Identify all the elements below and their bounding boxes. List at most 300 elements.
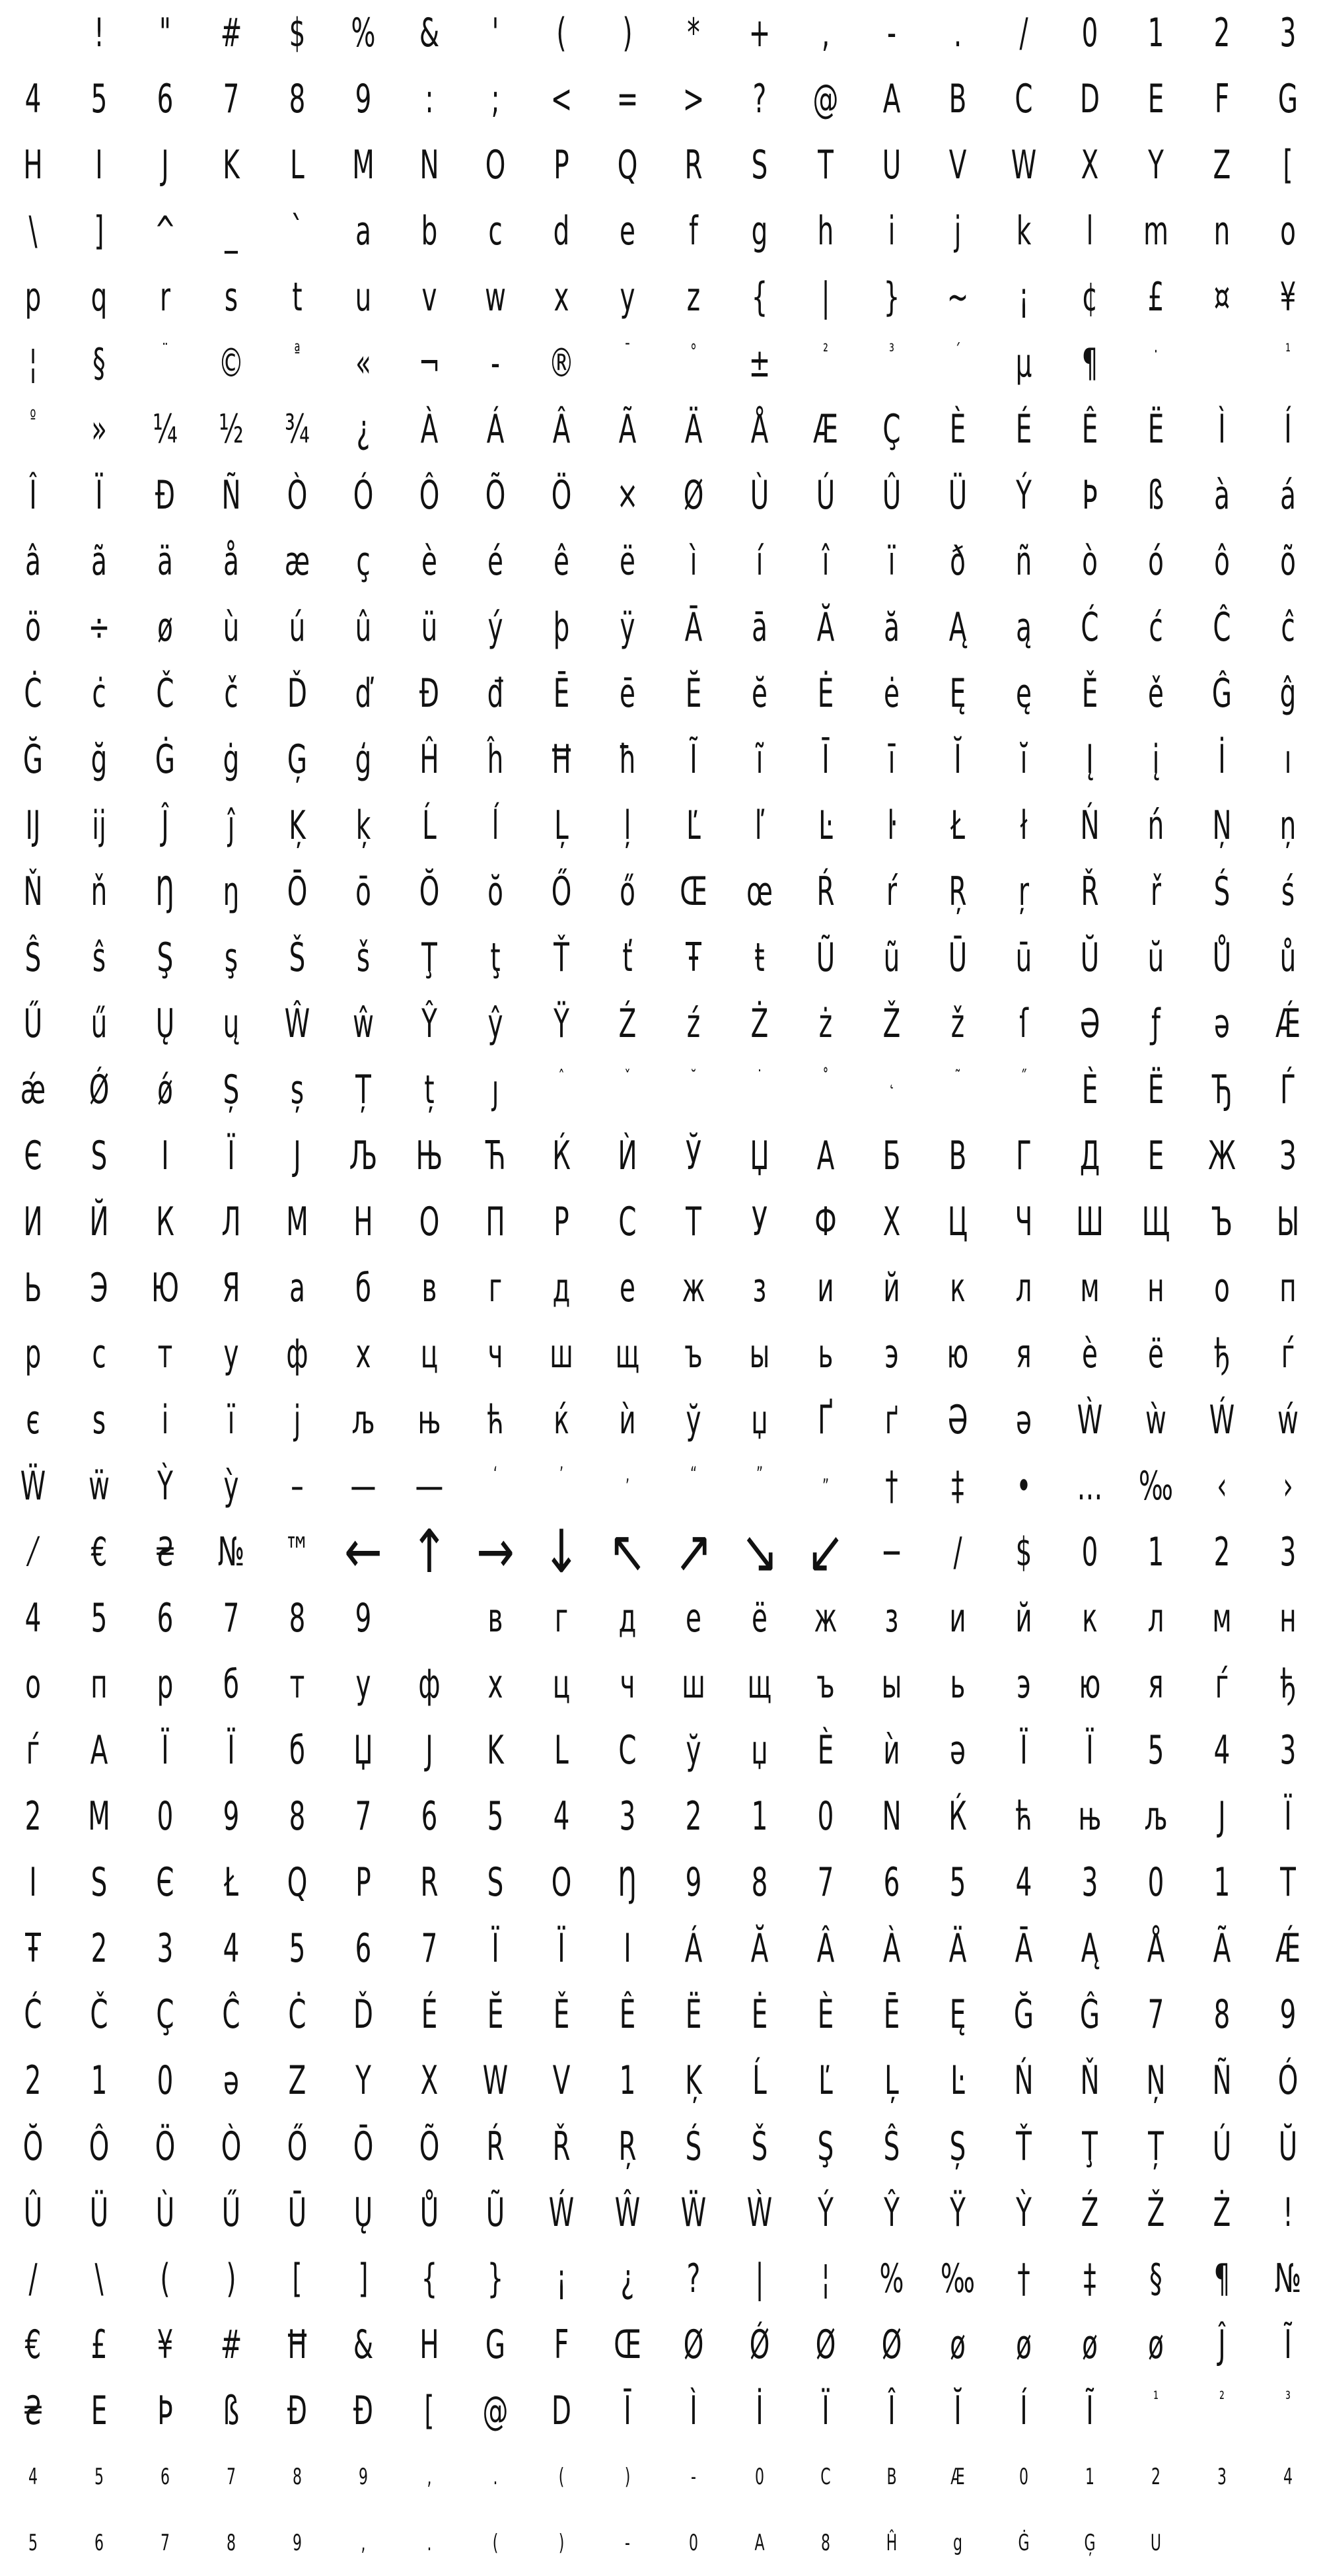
glyph-cell: Ĉ [222,1991,240,2038]
glyph-cell: 9 [223,1793,240,1840]
glyph-cell: Ð [353,2388,374,2434]
glyph-row [0,1123,1321,1189]
glyph-cell: ẃ [1277,1397,1299,1443]
glyph-cell: ¤ [1213,274,1231,320]
glyph-cell: 1 [619,2057,636,2104]
glyph-cell: L [554,1727,569,1773]
glyph-cell: S [487,1859,504,1906]
glyph-cell: 7 [223,76,240,122]
glyph-cell: ť [622,935,633,981]
glyph-cell: Ł [224,1859,238,1906]
glyph-cell: Ř [1081,869,1099,915]
glyph-cell: Ŏ [419,869,440,915]
glyph-cell: Ī [822,736,830,783]
glyph-cell: u [355,274,372,320]
glyph-cell: Q [617,142,638,188]
glyph-cell: ] [358,2256,369,2302]
glyph-cell: & [353,2322,374,2368]
glyph-cell: Ł [950,803,965,849]
glyph-cell: G [485,2322,506,2368]
glyph-cell: Ї [491,1925,499,1972]
glyph-row [0,1255,1321,1321]
glyph-cell: ↙ [806,1517,845,1587]
glyph-cell: 3 [619,1793,636,1840]
glyph-cell: , [427,2464,432,2490]
glyph-cell: ẁ [1145,1397,1166,1443]
glyph-cell: Ů [419,2190,439,2236]
glyph-cell: s [224,274,238,320]
glyph-cell: Ð [155,472,176,519]
glyph-cell: ț [424,1067,435,1113]
glyph-row [0,330,1321,396]
glyph-cell: ђ [1213,1331,1231,1377]
glyph-cell: Į [1086,736,1094,783]
glyph-cell: 0 [754,2464,765,2490]
glyph-cell: Ē [553,670,570,717]
glyph-cell: Ŵ [614,2190,641,2236]
glyph-cell: Đ [287,2388,308,2434]
glyph-cell: _ [225,208,238,254]
glyph-cell: Ñ [221,472,241,519]
glyph-cell: Ê [619,1991,636,2038]
glyph-cell: 5 [487,1793,504,1840]
glyph-cell: Ţ [1082,2124,1098,2170]
glyph-cell: ø [157,604,173,651]
glyph-cell: ø [1148,2322,1164,2368]
glyph-cell: 3 [1081,1859,1098,1906]
glyph-cell: Џ [353,1727,373,1773]
glyph-cell: Ű [23,1001,43,1047]
glyph-cell: ‰ [1138,1463,1174,1509]
glyph-cell: ^ [154,208,176,254]
glyph-cell: 0 [1018,2464,1029,2490]
glyph-cell: х [487,1661,503,1707]
glyph-cell: ĩ [756,736,764,783]
glyph-cell: џ [751,1727,768,1773]
glyph-cell: . [953,10,962,56]
glyph-cell: 7 [223,1595,240,1641]
glyph-cell: Æ [813,406,838,452]
glyph-cell: Ə [1079,1001,1100,1047]
glyph-cell: [ [1283,142,1293,188]
glyph-cell: Г [1016,1133,1032,1179]
glyph-cell: š [356,935,371,981]
glyph-cell: J [1218,1793,1226,1840]
glyph-cell: Ĭ [954,2388,962,2434]
glyph-cell: I [29,1859,37,1906]
glyph-cell: % [879,2256,904,2302]
glyph-cell: 1 [1213,1859,1231,1906]
glyph-row [0,1189,1321,1255]
glyph-cell: Ş [157,935,174,981]
glyph-cell: Ẃ [1209,1397,1235,1443]
glyph-cell: [ [292,2256,303,2302]
glyph-cell: § [1149,2256,1162,2302]
glyph-cell: 0 [688,2530,699,2556]
glyph-cell: M [352,142,375,188]
glyph-cell: ѝ [883,1727,900,1773]
glyph-cell: Ū [287,2190,307,2236]
glyph-cell: Ĝ [1211,670,1232,717]
glyph-cell: ( [558,2464,565,2490]
glyph-cell: T [818,142,834,188]
glyph-cell: ľ [754,803,765,849]
glyph-cell: ї [227,1397,235,1443]
glyph-cell: â [25,538,41,585]
glyph-cell: Љ [349,1133,378,1179]
glyph-cell: ŝ [92,935,106,981]
glyph-cell: ſ [1019,1001,1028,1047]
glyph-cell: Š [289,935,306,981]
glyph-cell: ð [950,538,966,585]
glyph-cell: д [552,1265,571,1311]
glyph-cell: ¨ [162,340,168,363]
glyph-cell: 2 [1213,10,1231,56]
glyph-cell: Ų [353,2190,373,2236]
glyph-row [0,1057,1321,1123]
glyph-cell: ə [223,2057,239,2104]
glyph-cell: î [822,538,830,585]
glyph-cell: Ñ [1212,2057,1232,2104]
glyph-row [0,2444,1321,2510]
glyph-cell: э [1017,1661,1031,1707]
glyph-cell: ź [686,1001,701,1047]
glyph-cell: ə [950,1727,966,1773]
glyph-cell: ù [223,604,240,651]
glyph-row [0,2378,1321,2444]
glyph-cell: ŏ [487,869,503,915]
glyph-cell: Ì [1218,406,1226,452]
glyph-cell: Í [1284,406,1292,452]
glyph-cell: j [954,208,962,254]
glyph-cell: ū [1015,935,1032,981]
glyph-cell: H [23,142,43,188]
glyph-cell: у [355,1661,371,1707]
glyph-cell: ю [946,1331,969,1377]
glyph-cell: < [550,76,573,122]
glyph-cell: 3 [1217,2464,1227,2490]
glyph-cell: Ś [1213,869,1231,915]
glyph-cell: Ú [816,472,836,519]
glyph-row [0,2312,1321,2378]
glyph-cell: ď [355,670,372,717]
glyph-cell: Ô [419,472,440,519]
glyph-cell: ĉ [1281,604,1295,651]
glyph-cell: ― [416,1463,443,1509]
glyph-cell: ч [620,1661,635,1707]
glyph-cell: ŋ [223,869,240,915]
glyph-cell: „ [822,1463,830,1486]
glyph-cell: 6 [421,1793,438,1840]
glyph-cell: Ø [683,472,704,519]
glyph-cell: į [1152,736,1160,783]
glyph-cell: ¹ [1153,2388,1159,2411]
glyph-cell: D [1080,76,1100,122]
glyph-cell: ī [888,736,896,783]
glyph-cell: 0 [157,2057,174,2104]
glyph-cell: Ō [287,869,308,915]
glyph-cell: 6 [94,2530,104,2556]
glyph-cell: ¦ [28,340,38,386]
glyph-cell: Â [816,1925,835,1972]
glyph-cell: ǿ [157,1067,173,1113]
glyph-cell: ® [548,340,575,386]
glyph-cell: C [1015,76,1033,122]
glyph-cell: Î [29,472,37,519]
glyph-cell: Ķ [289,803,306,849]
glyph-cell: І [161,1133,169,1179]
glyph-cell: ř [1151,869,1161,915]
glyph-cell: ∕ [953,1529,962,1575]
glyph-cell: љ [351,1397,375,1443]
glyph-cell: & [419,10,440,56]
glyph-cell: ŭ [1147,935,1164,981]
glyph-cell: и [949,1595,966,1641]
glyph-cell: c [488,208,503,254]
glyph-cell: Ǽ [1275,1001,1301,1047]
glyph-cell: Ų [155,1001,175,1047]
glyph-cell: Ć [24,1991,42,2038]
glyph-cell: 8 [751,1859,768,1906]
glyph-cell: Ņ [1212,803,1232,849]
glyph-cell: Ė [751,1991,768,2038]
glyph-cell: Ĥ [886,2530,898,2556]
glyph-cell: ³ [889,340,894,363]
glyph-cell: ň [90,869,108,915]
glyph-cell: ц [420,1331,439,1377]
glyph-cell: Ï [95,472,103,519]
glyph-cell: Å [750,406,769,452]
glyph-cell: ! [1283,2190,1293,2236]
glyph-cell: ü [421,604,438,651]
glyph-cell: Đ [419,670,440,717]
glyph-cell: Ů [1212,935,1232,981]
glyph-cell: ţ [490,935,501,981]
glyph-cell: Ä [684,406,703,452]
glyph-cell: ¶ [1213,2256,1231,2302]
glyph-cell: Д [1079,1133,1100,1179]
glyph-cell: Ї [557,1925,565,1972]
glyph-cell: - [625,2530,630,2556]
glyph-cell: Ŝ [883,2124,900,2170]
glyph-cell: Ņ [1146,2057,1166,2104]
glyph-cell: Ż [750,1001,769,1047]
glyph-cell: 3 [1279,10,1297,56]
glyph-cell: ↖ [608,1517,647,1587]
glyph-cell: Ĵ [1218,2322,1226,2368]
glyph-cell: Ї [1020,1727,1028,1773]
glyph-cell: Ŵ [284,1001,310,1047]
glyph-cell: O [485,142,506,188]
glyph-cell: ѕ [92,1397,106,1443]
glyph-cell: 9 [292,2530,303,2556]
glyph-cell: ± [748,340,771,386]
glyph-row [0,925,1321,991]
glyph-cell: џ [751,1397,768,1443]
glyph-cell: ÷ [88,604,110,651]
glyph-cell: í [756,538,764,585]
glyph-cell: Ÿ [950,2190,966,2236]
glyph-row [0,1982,1321,2048]
glyph-cell: : [425,76,434,122]
glyph-cell: ġ [223,736,240,783]
glyph-cell: Ẁ [746,2190,773,2236]
glyph-cell: ş [224,935,238,981]
glyph-cell: Û [882,472,902,519]
glyph-cell: ъ [684,1331,703,1377]
glyph-cell: ˚ [822,1067,829,1090]
glyph-cell: Ŧ [686,935,701,981]
glyph-cell: W [482,2057,509,2104]
glyph-cell: - [886,10,897,56]
glyph-cell: ŷ [487,1001,503,1047]
glyph-cell: … [1077,1463,1103,1509]
glyph-row [0,594,1321,661]
glyph-cell: ™ [284,1529,310,1575]
glyph-cell: Š [751,2124,768,2170]
glyph-cell: Ѕ [90,1133,108,1179]
glyph-cell: 0 [817,1793,834,1840]
glyph-cell: æ [284,538,310,585]
glyph-cell: Ą [948,604,967,651]
glyph-cell: ỳ [223,1463,239,1509]
glyph-cell: t [292,274,303,320]
glyph-cell: o [1280,208,1296,254]
glyph-cell: J [161,142,169,188]
glyph-cell: н [1147,1265,1164,1311]
glyph-cell: " [159,10,171,56]
glyph-cell: S [751,142,768,188]
glyph-cell: ё [752,1595,768,1641]
glyph-cell: - [490,340,501,386]
glyph-cell: / [28,2256,38,2302]
glyph-cell: ó [1148,538,1164,585]
glyph-cell: ¥ [157,2322,174,2368]
glyph-cell: п [90,1661,108,1707]
glyph-cell: ¬ [418,340,441,386]
glyph-cell: Ľ [818,2057,833,2104]
glyph-cell: ° [690,340,697,363]
glyph-cell: Ĳ [25,803,41,849]
glyph-cell: ¾ [285,406,310,452]
glyph-cell: ⁄ [30,1529,36,1575]
glyph-cell: В [948,1133,967,1179]
glyph-cell: о [25,1661,41,1707]
glyph-cell: 9 [355,76,372,122]
glyph-cell: ů [1279,935,1297,981]
glyph-cell: ) [226,2256,236,2302]
glyph-cell: è [421,538,437,585]
glyph-row [0,1387,1321,1453]
glyph-cell: – [291,1463,304,1509]
glyph-cell: Z [1213,142,1231,188]
glyph-cell: Њ [415,1133,443,1179]
glyph-cell: r [160,274,170,320]
glyph-cell: Ň [23,869,43,915]
glyph-cell: ц [552,1661,571,1707]
glyph-cell: ¿ [356,406,371,452]
glyph-cell: = [616,76,639,122]
glyph-cell: ” [756,1463,764,1486]
glyph-cell: Y [1148,142,1164,188]
glyph-cell: Ĩ [690,736,697,783]
glyph-cell: Ž [1147,2190,1165,2236]
glyph-cell: K [223,142,240,188]
glyph-cell: Ț [1148,2124,1164,2170]
glyph-cell: ı [1284,736,1292,783]
glyph-cell: г [488,1265,503,1311]
glyph-cell: Ò [221,2124,242,2170]
glyph-cell: † [885,1463,898,1509]
glyph-cell: Ǿ [749,2322,770,2368]
glyph-cell: 5 [90,1595,108,1641]
glyph-cell: ã [91,538,107,585]
glyph-cell: ↑ [410,1517,448,1587]
glyph-cell: Õ [485,472,506,519]
glyph-cell: Ō [353,2124,374,2170]
glyph-cell: 7 [355,1793,372,1840]
glyph-cell: Ė [817,670,834,717]
glyph-cell: E [1147,76,1164,122]
glyph-cell: Б [882,1133,901,1179]
glyph-cell: Ø [815,2322,836,2368]
glyph-cell: 5 [94,2464,104,2490]
glyph-row [0,2048,1321,2114]
glyph-cell: ; [491,76,500,122]
glyph-cell: Ë [685,1991,702,2038]
glyph-cell: “ [690,1463,697,1486]
glyph-cell: G [1277,76,1299,122]
glyph-row [0,462,1321,528]
glyph-cell: Ќ [948,1793,967,1840]
glyph-row [0,661,1321,727]
glyph-cell: Ї [161,1727,169,1773]
glyph-cell: ё [1148,1331,1164,1377]
glyph-cell: Ą [1081,1925,1099,1972]
glyph-cell: ģ [355,736,372,783]
glyph-cell: м [1080,1265,1100,1311]
glyph-cell: Ń [1080,803,1100,849]
glyph-cell: Ě [553,1991,570,2038]
glyph-cell: ў [686,1727,701,1773]
glyph-cell: ¿ [620,2256,635,2302]
glyph-cell: 2 [685,1793,702,1840]
glyph-cell: Ú [1212,2124,1232,2170]
glyph-cell: ȷ [491,1067,499,1113]
glyph-cell: Ę [949,670,966,717]
glyph-cell: 5 [1147,1727,1164,1773]
glyph-cell: C [618,1727,637,1773]
glyph-cell: * [687,10,700,56]
glyph-cell: 5 [289,1925,306,1972]
glyph-cell: л [1147,1595,1164,1641]
glyph-cell: ŀ [887,803,896,849]
glyph-row [0,793,1321,859]
glyph-cell: ŕ [886,869,897,915]
glyph-cell: Џ [750,1133,769,1179]
glyph-cell: і [161,1397,169,1443]
glyph-cell: Ħ [550,736,573,783]
glyph-cell: › [1283,1463,1293,1509]
glyph-cell: £ [1147,274,1164,320]
glyph-cell [9,0,57,66]
glyph-cell: Ẅ [680,2190,707,2236]
glyph-cell: ← [344,1517,382,1587]
glyph-cell: Ё [1147,1067,1164,1113]
glyph-cell: Á [684,1925,703,1972]
glyph-cell: 0 [1081,1529,1098,1575]
glyph-cell: Z [288,2057,306,2104]
